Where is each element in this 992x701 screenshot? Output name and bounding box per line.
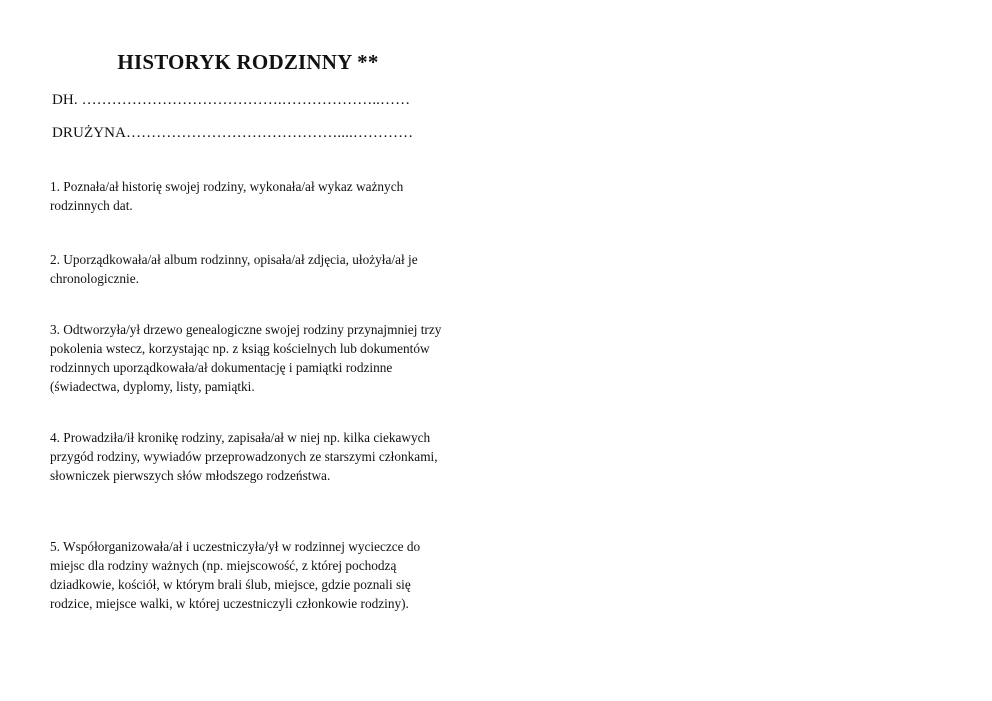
document-title: HISTORYK RODZINNY ** xyxy=(117,50,379,74)
task-item-2: 2. Uporządkowała/ał album rodzinny, opisała/ał zdjęcia, ułożyła/ał je chronologicznie. xyxy=(50,252,418,286)
task-item-3: 3. Odtworzyła/ył drzewo genealogiczne swojej rodziny przynajmniej trzy pokolenia wstecz, korzystając np. z ksiąg kościelnych lub dokumentów rodzinnych uporządkowała/ał dokumentację i pamiątki rodzinne (świadectwa, dyplomy, listy, pamiątki. xyxy=(50,322,442,394)
field-dh: DH. ………………………………….………………..…… xyxy=(52,92,411,108)
task-item-4: 4. Prowadziła/ił kronikę rodziny, zapisała/ał w niej np. kilka ciekawych przygód rodziny, wywiadów przeprowadzonych ze starszymi członkami, słowniczek pierwszych słów młodszego rodzeństwa. xyxy=(50,430,438,483)
field-team: DRUŻYNA……………………………………....………… xyxy=(52,125,414,141)
task-item-5: 5. Współorganizowała/ał i uczestniczyła/ył w rodzinnej wycieczce do miejsc dla rodziny ważnych (np. miejscowość, z której pochodzą dziadkowie, kościół, w którym brali ślub, miejsce, gdzie poznali się rodzice, miejsce walki, w której uczestniczyli członkowie rodziny). xyxy=(50,539,421,611)
task-item-1: 1. Poznała/ał historię swojej rodziny, wykonała/ał wykaz ważnych rodzinnych dat. xyxy=(50,179,404,213)
